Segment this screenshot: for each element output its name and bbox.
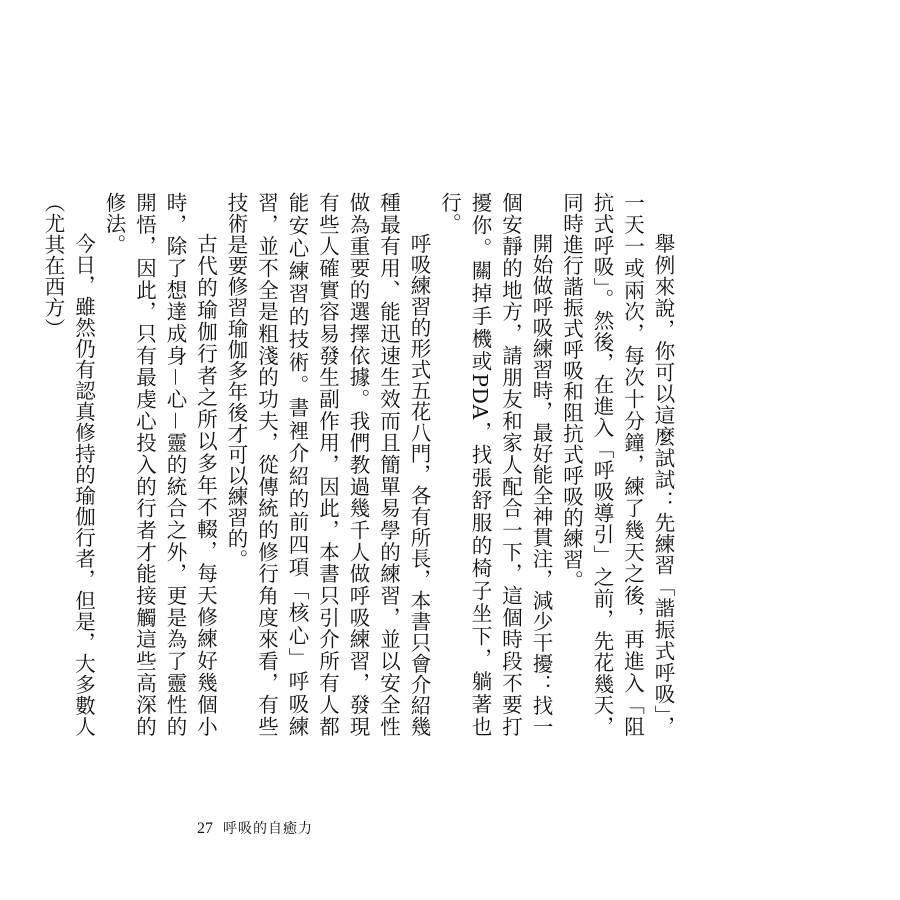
running-title: 呼吸的自癒力 <box>223 821 313 837</box>
vertical-body-text <box>41 192 678 737</box>
paragraph-1: 舉例來說，你可以這麼試試：先練習「諧振式呼吸」，一天一或兩次，每次十分鐘，練了幾天之後，再進入「阻抗式呼吸」。然後，在進入「呼吸導引」之前，先花幾天，同時進行諧振式呼吸和阻抗式呼吸的練習。 <box>559 192 675 737</box>
paragraph-5: 今日，雖然仍有認真修持的瑜伽行者，但是，大多數人（尤其在西方） <box>41 192 96 737</box>
page-number: 27 <box>197 820 213 837</box>
paragraph-2: 開始做呼吸練習時，最好能全神貫注，減少干擾：找一個安靜的地方，請朋友和家人配合一下，這個時段不要打擾你。關掉手機或PDA，找張舒服的椅子坐下，躺著也行。 <box>437 192 553 737</box>
paragraph-4: 古代的瑜伽行者之所以多年不輟，每天修練好幾個小時，除了想達成身－心－靈的統合之外，更是為了靈性的開悟，因此，只有最虔心投入的行者才能接觸這些高深的修法。 <box>102 192 218 737</box>
page-footer <box>197 818 313 842</box>
paragraph-3: 呼吸練習的形式五花八門，各有所長，本書只會介紹幾種最有用、能迅速生效而且簡單易學的練習，並以安全性做為重要的選擇依據。我們教過幾千人做呼吸練習，發現有些人確實容易發生副作用，因此，本書只引介所有人都能安心練習的技術。書裡介紹的前四項「核心」呼吸練習，並不全是粗淺的功夫，從傳統的修行角度來看，有些技術是要修習瑜伽多年後才可以練習的。 <box>224 192 431 737</box>
